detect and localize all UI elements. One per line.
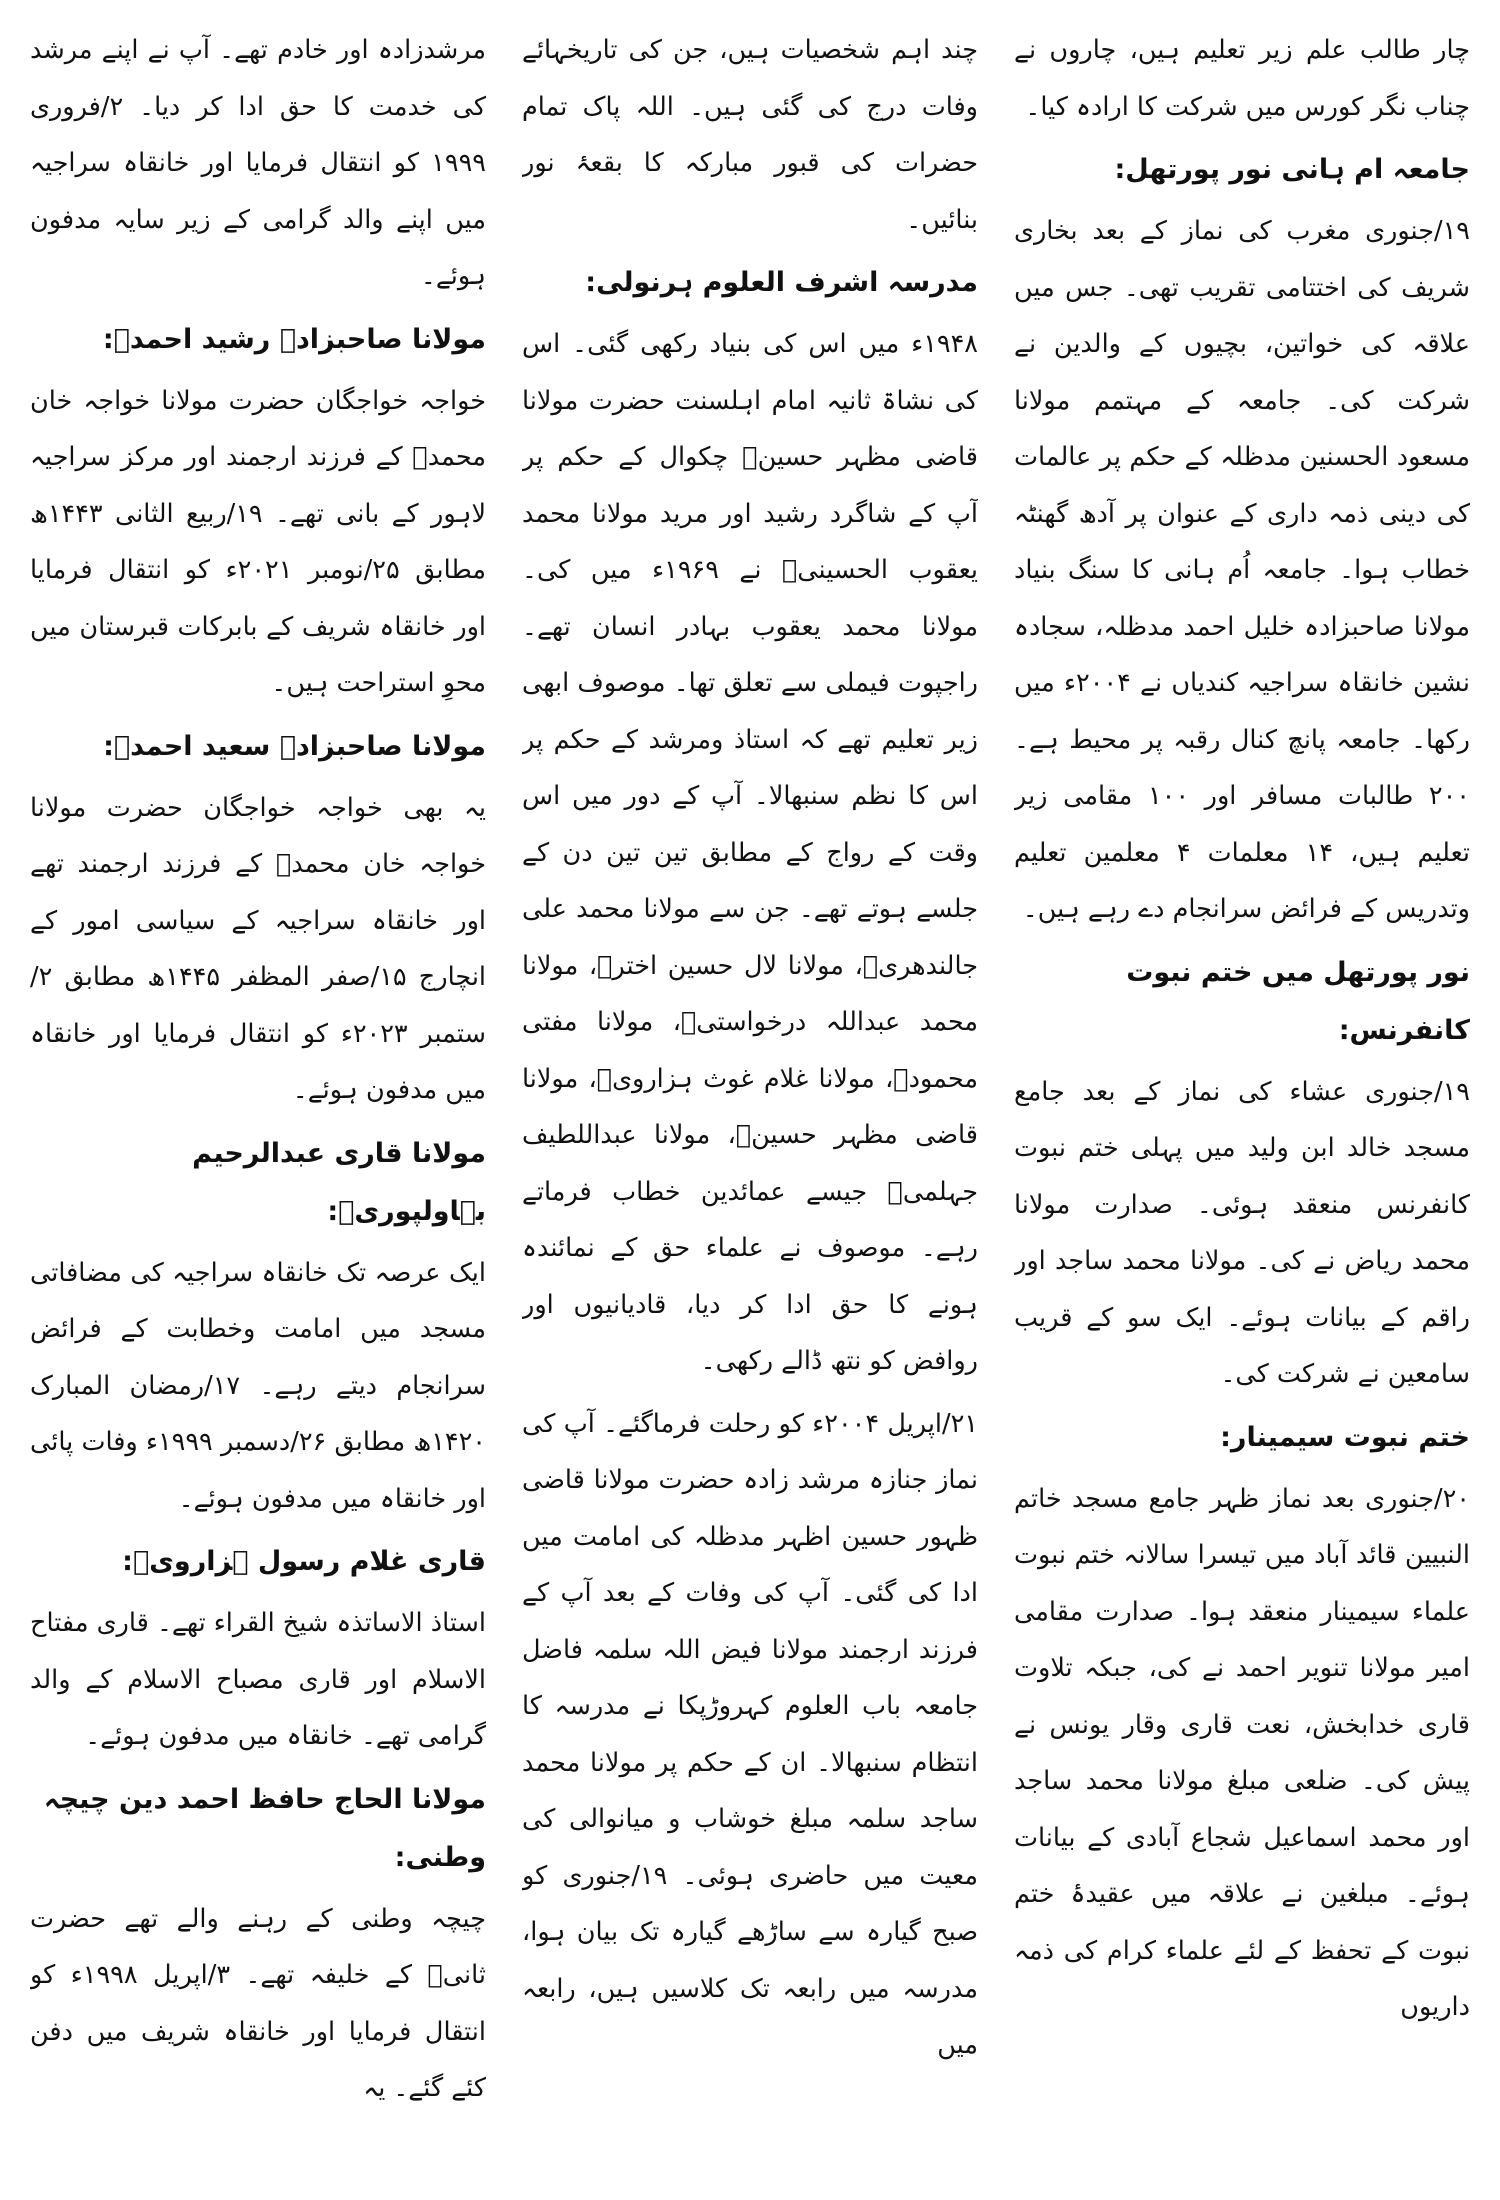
paragraph: ایک عرصہ تک خانقاہ سراجیہ کی مضافاتی مسجد میں امامت وخطابت کے فرائض سرانجام دیتے رہے۔ ۱۷/رمضان المبارک ۱۴۲۰ھ مطابق ۲۶/دسمبر ۱۹۹۹ء وفات پائی اور خانقاہ میں مدفون ہوئے۔ — [30, 1257, 486, 1514]
paragraph: استاذ الاساتذہ شیخ القراء تھے۔ قاری مفتاح الاسلام اور قاری مصباح الاسلام کے والد گرامی تھے۔ خانقاہ میں مدفون ہوئے۔ — [30, 1608, 486, 1751]
section-heading: مولانا صاحبزادہ رشید احمدؒ: — [102, 323, 486, 355]
section-heading: مولانا صاحبزادہ سعید احمدؒ: — [103, 730, 486, 762]
paragraph: ۲۱/اپریل ۲۰۰۴ء کو رحلت فرماگئے۔ آپ کی نماز جنازہ مرشد زادہ حضرت مولانا قاضی ظہور حسین اظہر مدظلہ کی امامت میں ادا کی گئی۔ آپ کی وفات کے بعد آپ کے فرزند ارجمند مولانا فیض اللہ سلمہ فاضل جامعہ باب العلوم کہروڑپکا نے مدرسہ کا انتظام سنبھالا۔ ان کے حکم پر مولانا محمد ساجد سلمہ مبلغ خوشاب و میانوالی کی معیت میں حاضری ہوئی۔ ۱۹/جنوری کو صبح گیارہ سے ساڑھے گیارہ تک بیان ہوا، مدرسہ میں رابعہ تک کلاسیں ہیں، رابعہ میں — [522, 1408, 978, 2060]
paragraph: چار طالب علم زیر تعلیم ہیں، چاروں نے چناب نگر کورس میں شرکت کا ارادہ کیا۔ — [1014, 35, 1470, 122]
paragraph: ۱۹/جنوری عشاء کی نماز کے بعد جامع مسجد خالد ابن ولید میں پہلی ختم نبوت کانفرنس منعقد ہوئی۔ صدارت مولانا محمد ریاض نے کی۔ مولانا محمد ساجد اور راقم کے بیانات ہوئے۔ ایک سو کے قریب سامعین نے شرکت کی۔ — [1014, 1076, 1470, 1389]
section-heading: ختم نبوت سیمینار: — [1220, 1421, 1470, 1453]
section-heading: جامعہ ام ہانی نور پورتھل: — [1114, 154, 1470, 185]
paragraph: یہ بھی خواجہ خواجگان حضرت مولانا خواجہ خان محمدؒ کے فرزند ارجمند تھے اور خانقاہ سراجیہ کے سیاسی امور کے انچارج ۱۵/صفر المظفر ۱۴۴۵ھ مطابق ۲/ستمبر ۲۰۲۳ء کو انتقال فرمایا اور خانقاہ میں مدفون ہوئے۔ — [30, 792, 486, 1105]
section-heading: نور پورتھل میں ختم نبوت کانفرنس: — [1126, 956, 1470, 1046]
section-heading: مدرسہ اشرف العلوم ہرنولی: — [585, 267, 978, 298]
section-heading: قاری غلام رسول ہزارویؒ: — [122, 1546, 486, 1577]
column-middle — [522, 22, 978, 2197]
section-heading: مولانا قاری عبدالرحیم بہاولپوریؒ: — [192, 1137, 486, 1227]
paragraph: مرشدزادہ اور خادم تھے۔ آپ نے اپنے مرشد کی خدمت کا حق ادا کر دیا۔ ۲/فروری ۱۹۹۹ کو انتقال فرمایا اور خانقاہ سراجیہ میں اپنے والد گرامی کے زیر سایہ مدفون ہوئے۔ — [30, 35, 486, 291]
column-left — [1014, 22, 1470, 2197]
paragraph: ۲۰/جنوری بعد نماز ظہر جامع مسجد خاتم النبیین قائد آباد میں تیسرا سالانہ ختم نبوت علماء سیمینار منعقد ہوا۔ صدارت مقامی امیر مولانا تنویر احمد نے کی، جبکہ تلاوت قاری خدابخش، نعت قاری وقار یونس نے پیش کی۔ ضلعی مبلغ مولانا محمد ساجد اور محمد اسماعیل شجاع آبادی کے بیانات ہوئے۔ مبلغین نے علاقہ میں عقیدۂ ختم نبوت کے تحفظ کے لئے علماء کرام کی ذمہ داریوں — [1014, 1483, 1470, 2022]
paragraph: ۱۹/جنوری مغرب کی نماز کے بعد بخاری شریف کی اختتامی تقریب تھی۔ جس میں علاقہ کی خواتین، بچیوں کے والدین نے شرکت کی۔ جامعہ کے مہتمم مولانا مسعود الحسنین مدظلہ کے حکم پر عالمات کی دینی ذمہ داری کے عنوان پر آدھ گھنٹہ خطاب ہوا۔ جامعہ اُم ہانی کا سنگ بنیاد مولانا صاحبزادہ خلیل احمد مدظلہ، سجادہ نشین خانقاہ سراجیہ کندیاں نے ۲۰۰۴ء میں رکھا۔ جامعہ پانچ کنال رقبہ پر محیط ہے۔ ۲۰۰ طالبات مسافر اور ۱۰۰ مقامی زیر تعلیم ہیں، ۱۴ معلمات ۴ معلمین تعلیم وتدریس کے فرائض سرانجام دے رہے ہیں۔ — [1014, 216, 1470, 924]
section-heading: مولانا الحاج حافظ احمد دین چیچہ وطنی: — [43, 1783, 486, 1873]
paragraph: ۱۹۴۸ء میں اس کی بنیاد رکھی گئی۔ اس کی نشاۃ ثانیہ امام اہلسنت حضرت مولانا قاضی مظہر حسینؒ چکوال کے حکم پر آپ کے شاگرد رشید اور مرید مولانا محمد یعقوب الحسینیؒ نے ۱۹۶۹ء میں کی۔ مولانا محمد یعقوب بہادر انسان تھے۔ راجپوت فیملی سے تعلق تھا۔ موصوف ابھی زیر تعلیم تھے کہ استاذ ومرشد کے حکم پر اس کا نظم سنبھالا۔ آپ کے دور میں اس وقت کے رواج کے مطابق تین تین دن کے جلسے ہوتے تھے۔ جن سے مولانا محمد علی جالندھریؒ، مولانا لال حسین اخترؒ، مولانا محمد عبداللہ درخواستیؒ، مولانا مفتی محمودؒ، مولانا غلام غوث ہزارویؒ، مولانا قاضی مظہر حسینؒ، مولانا عبداللطیف جہلمیؒ جیسے عمائدین خطاب فرماتے رہے۔ موصوف نے علماء حق کے نمائندہ ہونے کا حق ادا کر دیا، قادیانیوں اور روافض کو نتھ ڈالے رکھی۔ — [522, 329, 978, 1376]
paragraph: خواجہ خواجگان حضرت مولانا خواجہ خان محمدؒ کے فرزند ارجمند اور مرکز سراجیہ لاہور کے بانی تھے۔ ۱۹/ربیع الثانی ۱۴۴۳ھ مطابق ۲۵/نومبر ۲۰۲۱ء کو انتقال فرمایا اور خانقاہ شریف کے بابرکات قبرستان میں محوِ استراحت ہیں۔ — [30, 385, 486, 698]
paragraph: چیچہ وطنی کے رہنے والے تھے حضرت ثانیؒ کے خلیفہ تھے۔ ۳/اپریل ۱۹۹۸ء کو انتقال فرمایا اور خانقاہ شریف میں دفن کئے گئے۔ یہ — [30, 1903, 486, 2103]
paragraph: چند اہم شخصیات ہیں، جن کی تاریخہائے وفات درج کی گئی ہیں۔ اللہ پاک تمام حضرات کی قبور مبارکہ کا بقعۂ نور بنائیں۔ — [522, 35, 978, 235]
column-right — [30, 22, 486, 2197]
